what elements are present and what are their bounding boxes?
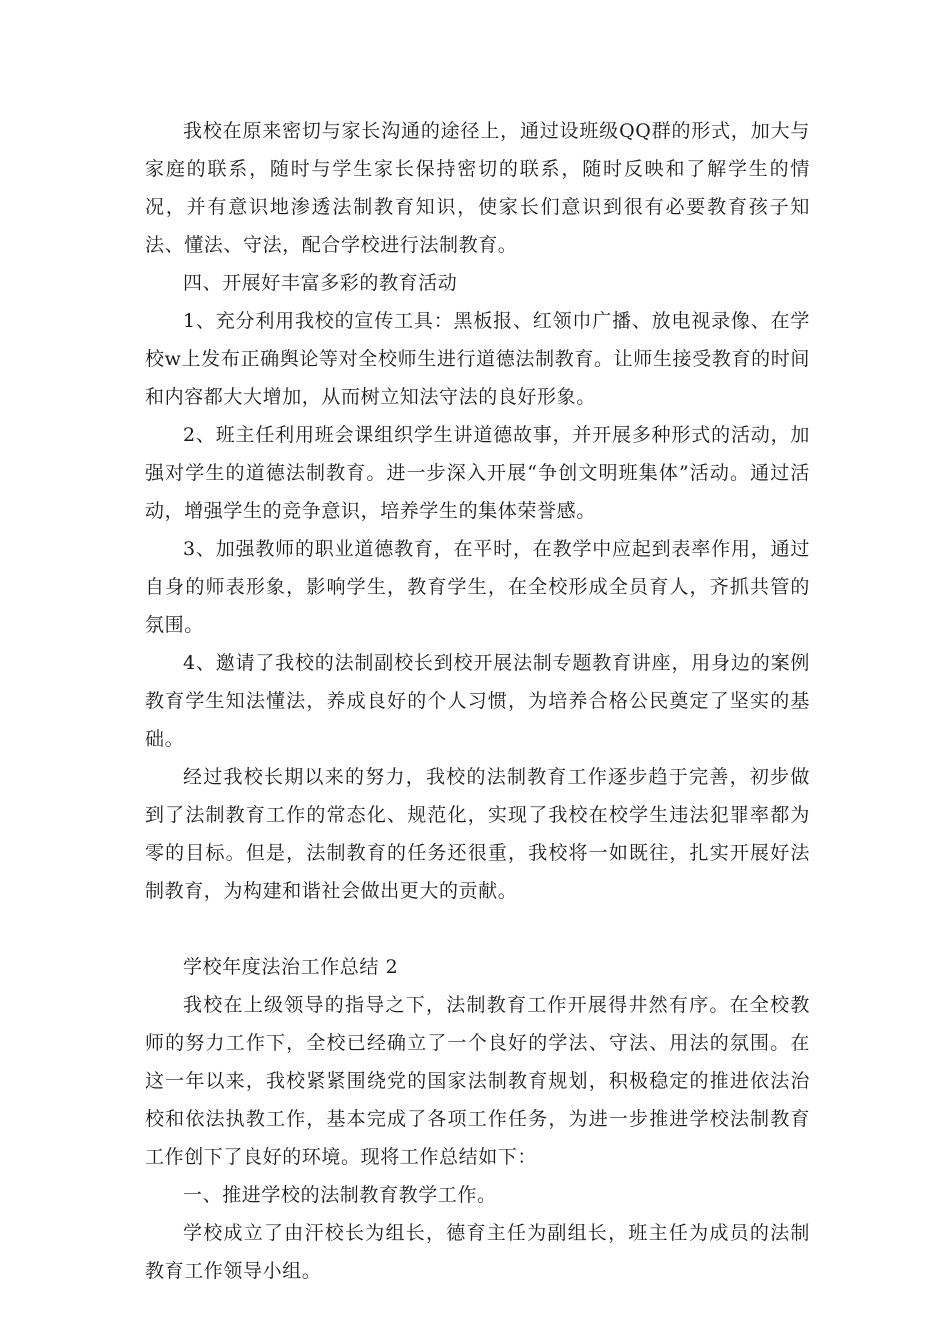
paragraph-parent-communication: 我校在原来密切与家长沟通的途径上，通过设班级QQ群的形式，加大与家庭的联系，随时与学生家长保持密切的联系，随时反映和了解学生的情况，并有意识地渗透法制教育知识，使家长们意识到很有必要教育孩子知法、懂法、守法，配合学校进行法制教育。 (145, 120, 810, 256)
document-body (145, 112, 810, 1290)
heading-section-one: 一、推进学校的法制教育教学工作。 (183, 1184, 497, 1206)
section-gap (145, 910, 810, 948)
paragraph-conclusion: 经过我校长期以来的努力，我校的法制教育工作逐步趋于完善，初步做到了法制教育工作的常态化、规范化，实现了我校在校学生违法犯罪率都为零的目标。但是，法制教育的任务还很重，我校将一如既往，扎实开展好法制教育，为构建和谐社会做出更大的贡献。 (145, 766, 810, 902)
paragraph-item-1: 1、充分利用我校的宣传工具：黑板报、红领巾广播、放电视录像、在学校w上发布正确舆论等对全校师生进行道德法制教育。让师生接受教育的时间和内容都大大增加，从而树立知法守法的良好形象。 (145, 310, 810, 408)
paragraph-item-4: 4、邀请了我校的法制副校长到校开展法制专题教育讲座，用身边的案例教育学生知法懂法，养成良好的个人习惯，为培养合格公民奠定了坚实的基础。 (145, 652, 810, 750)
section-title: 学校年度法治工作总结 2 (183, 956, 399, 978)
paragraph-leadership-group: 学校成立了由汗校长为组长，德育主任为副组长，班主任为成员的法制教育工作领导小组。 (145, 1222, 810, 1282)
paragraph-intro: 我校在上级领导的指导之下，法制教育工作开展得井然有序。在全校教师的努力工作下，全校已经确立了一个良好的学法、守法、用法的氛围。在这一年以来，我校紧紧围绕党的国家法制教育规划，积极稳定的推进依法治校和依法执教工作，基本完成了各项工作任务，为进一步推进学校法制教育工作创下了良好的环境。现将工作总结如下： (145, 994, 810, 1168)
paragraph-item-2: 2、班主任利用班会课组织学生讲道德故事，并开展多种形式的活动，加强对学生的道德法制教育。进一步深入开展“争创文明班集体”活动。通过活动，增强学生的竞争意识，培养学生的集体荣誉感。 (145, 424, 810, 522)
heading-section-four: 四、开展好丰富多彩的教育活动 (183, 272, 458, 294)
paragraph-item-3: 3、加强教师的职业道德教育，在平时，在教学中应起到表率作用，通过自身的师表形象，影响学生，教育学生，在全校形成全员育人，齐抓共管的氛围。 (145, 538, 810, 636)
